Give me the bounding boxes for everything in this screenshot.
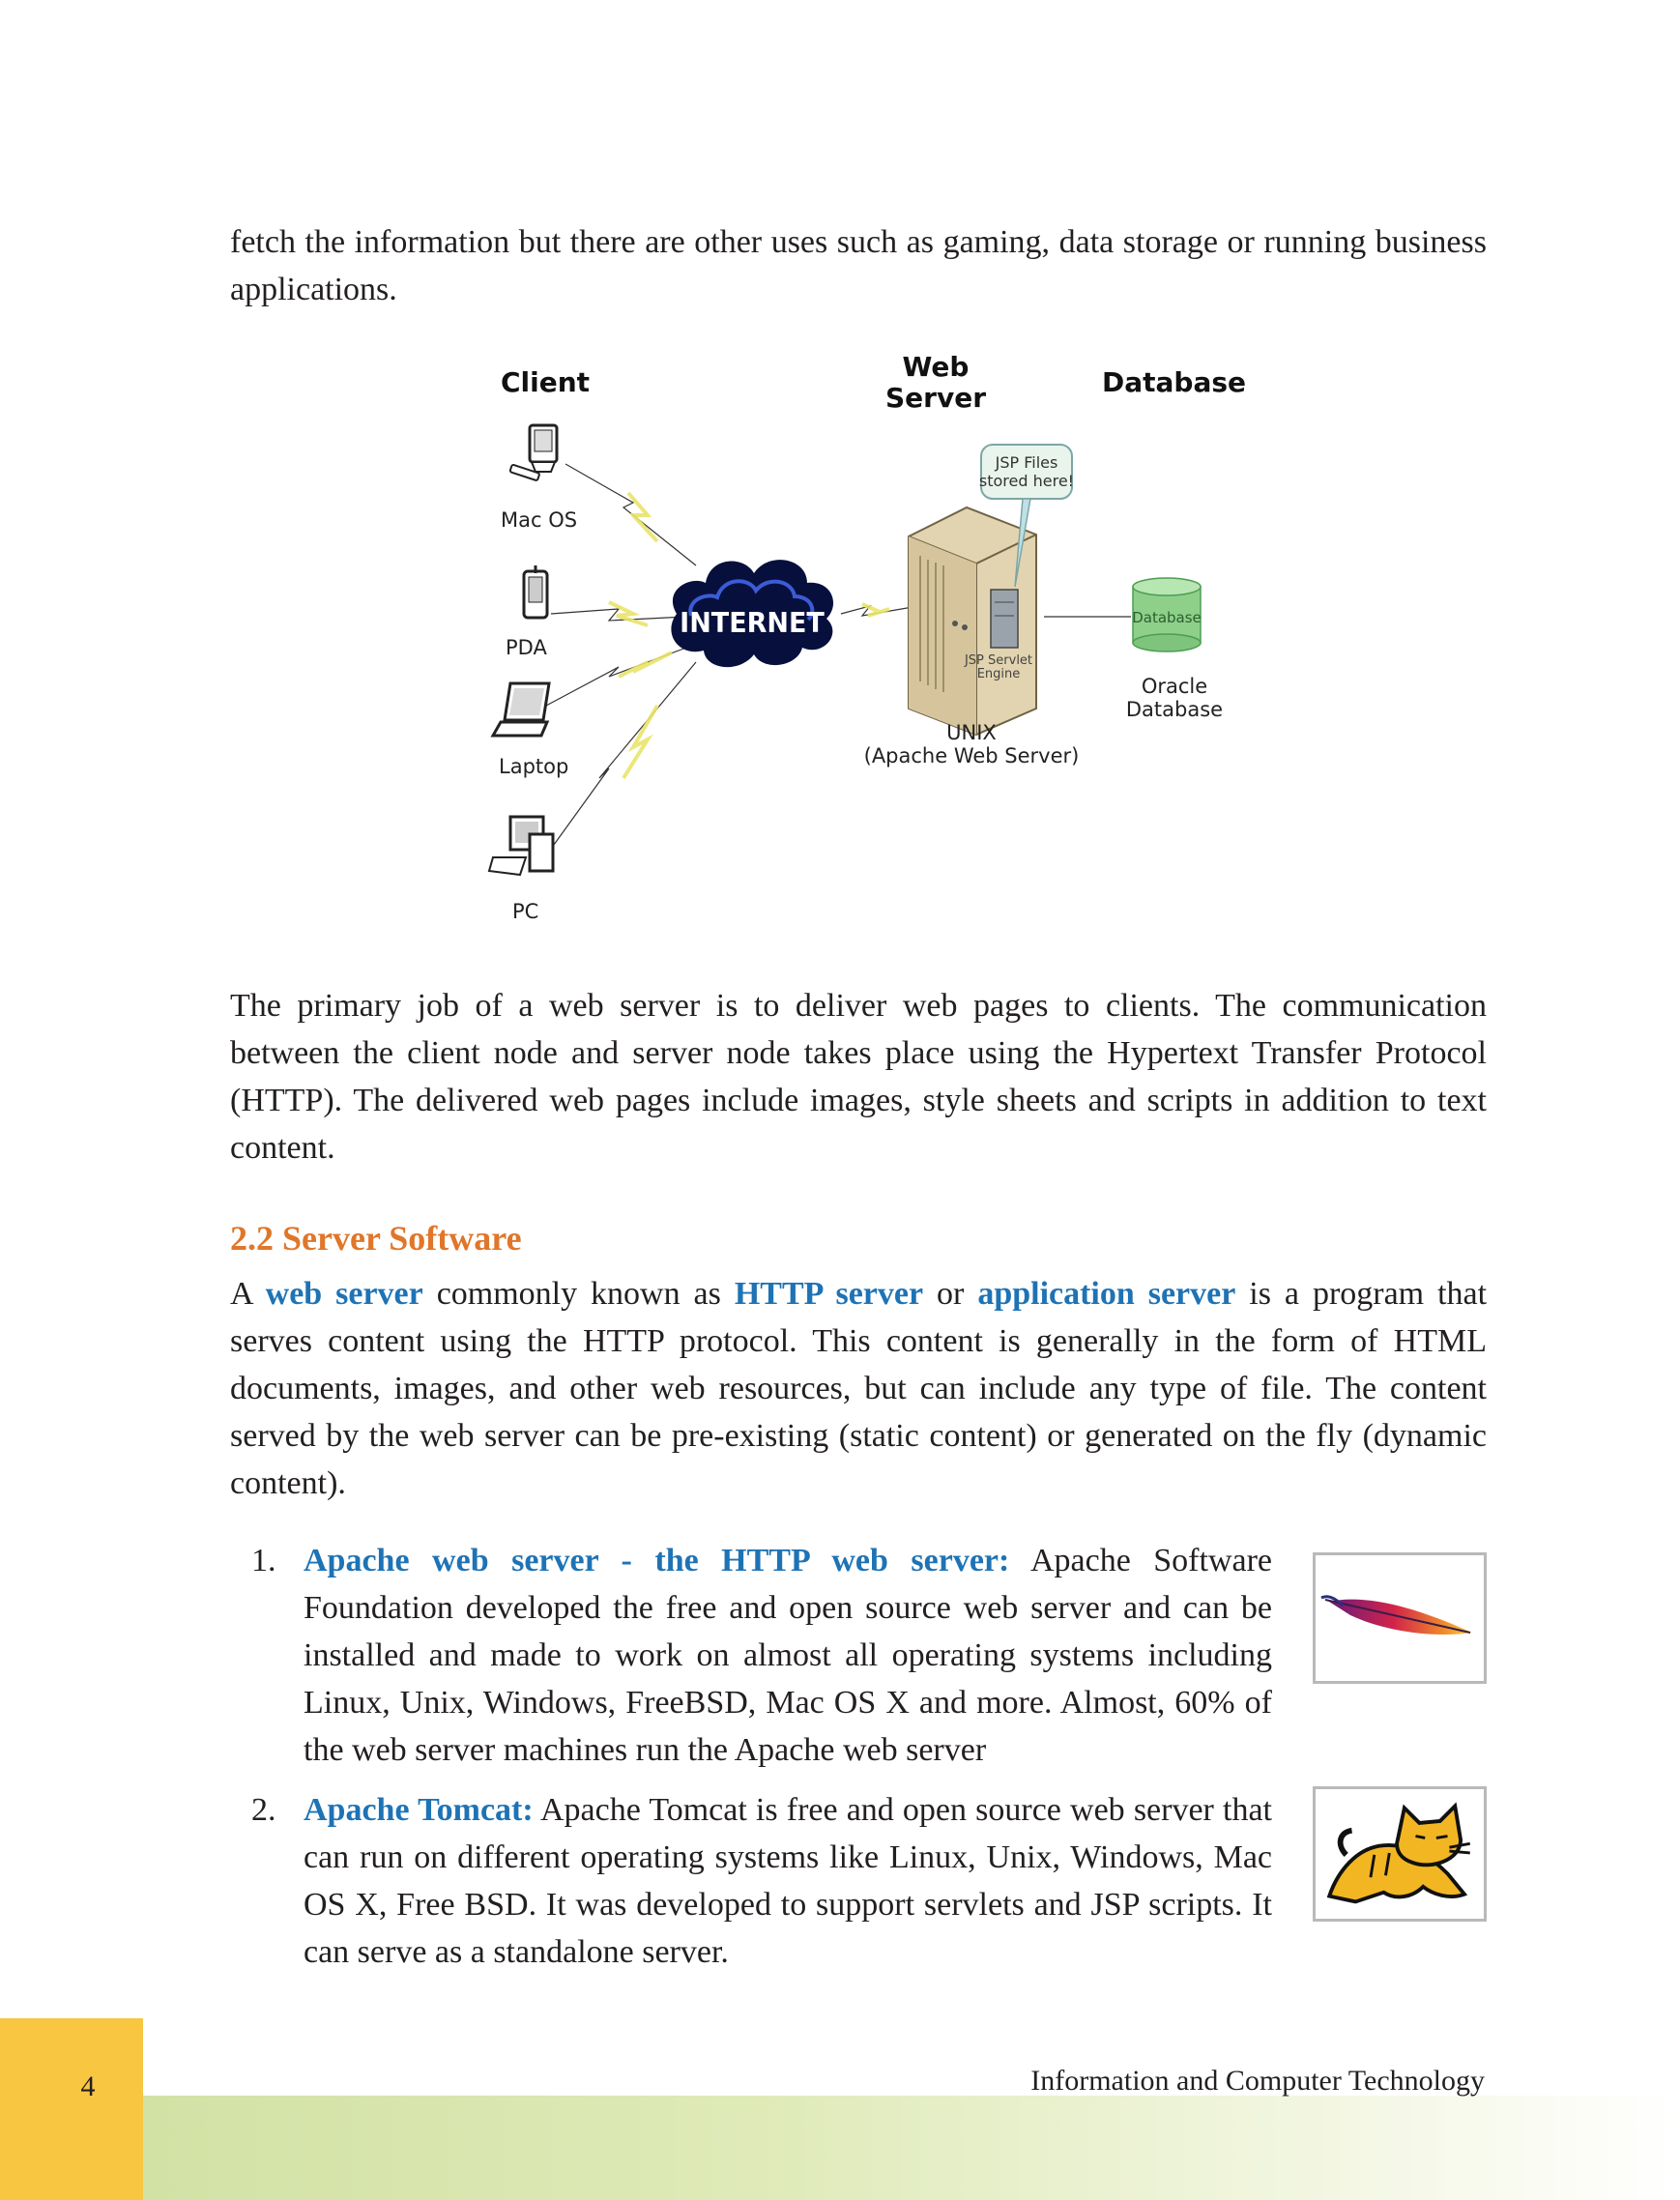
- page-number: 4: [80, 2070, 96, 2102]
- list-number: 2.: [251, 1792, 276, 1828]
- list-item-apache: [230, 1537, 1487, 1769]
- device-label-mac: Mac OS: [501, 508, 578, 532]
- para3-text-3: is a program that serves content using the HTTP protocol. This content is generally in the form of HTML documents, images, and other web resources, but can include any type of file. The content served by the web server can be pre-existing (static content) or generated on the fly (dynamic content).: [230, 1276, 1488, 1501]
- tomcat-logo: [1313, 1786, 1487, 1922]
- servlet-engine-label-2: Engine: [976, 667, 1021, 681]
- device-label-pda: PDA: [506, 636, 547, 659]
- servlet-engine-label-1: JSP Servlet: [964, 653, 1033, 668]
- section-heading: 2.2 Server Software: [230, 1219, 522, 1258]
- server-label-2: (Apache Web Server): [863, 744, 1080, 767]
- callout-text-2: stored here!: [978, 472, 1075, 490]
- intro-text: fetch the information but there are other uses such as gaming, data storage or running business applications.: [230, 224, 1487, 307]
- apache-logo: [1313, 1552, 1487, 1684]
- diagram-web-header-2: Server: [884, 382, 987, 414]
- pda-icon: [524, 565, 547, 618]
- footer-bar: [0, 2096, 1680, 2200]
- database-cylinder-label: Database: [1132, 609, 1202, 626]
- list-item-title: Apache web server - the HTTP web server:: [304, 1543, 1010, 1578]
- device-label-laptop: Laptop: [499, 755, 569, 778]
- laptop-icon: [493, 683, 549, 736]
- server-list: [230, 1537, 1487, 1987]
- tomcat-cat-icon: [1316, 1789, 1484, 1915]
- keyword-application-server: application server: [977, 1276, 1236, 1312]
- device-label-pc: PC: [512, 900, 539, 923]
- keyword-http-server: HTTP server: [734, 1276, 924, 1312]
- list-item-text: Apache Tomcat is free and open source web server that can run on different operating systems like Linux, Unix, Windows, Mac OS X, Free BSD. It was developed to support servlets and JSP scripts. It can serve as a standalone server.: [304, 1792, 1272, 1970]
- mac-os-monitor-icon: [509, 425, 557, 480]
- page-number-block: [0, 2018, 143, 2200]
- server-software-paragraph: [230, 1270, 1487, 1507]
- callout-text-1: JSP Files: [995, 453, 1058, 472]
- apache-feather-icon: [1316, 1555, 1484, 1681]
- oracle-label-1: Oracle: [1141, 675, 1208, 698]
- footer-book-title: Information and Computer Technology: [1030, 2065, 1485, 2097]
- list-item-title: Apache Tomcat:: [304, 1792, 534, 1828]
- pc-icon: [489, 817, 553, 875]
- list-item-text: Apache Software Foundation developed the free and open source web server and can be installed and made to work on almost all operating systems including Linux, Unix, Windows, FreeBSD, Mac OS X and more. Almost, 60% of the web server machines run the Apache web server: [304, 1543, 1273, 1768]
- para3-text-1: commonly known as: [436, 1276, 721, 1312]
- internet-label: INTERNET: [680, 606, 825, 640]
- client-server-diagram: [464, 343, 1257, 942]
- diagram-client-header: Client: [501, 366, 591, 398]
- list-item-tomcat: [230, 1786, 1487, 1970]
- web-server-tower-icon: [909, 507, 1036, 735]
- para3-text-2: or: [937, 1276, 965, 1312]
- http-paragraph-text: The primary job of a web server is to deliver web pages to clients. The communication between the client node and server node takes place using the Hypertext Transfer Protocol (HTTP). The delivered web pages include images, style sheets and scripts in addition to text content.: [230, 988, 1487, 1166]
- keyword-web-server: web server: [265, 1276, 423, 1312]
- http-paragraph: [230, 982, 1487, 1172]
- network-connections: [546, 464, 1131, 855]
- server-label-1: UNIX: [946, 721, 997, 744]
- oracle-label-2: Database: [1125, 698, 1224, 721]
- diagram-database-header: Database: [1102, 366, 1247, 398]
- para3-lead: A: [230, 1276, 252, 1312]
- diagram-web-header-1: Web: [902, 351, 970, 383]
- list-number: 1.: [251, 1543, 276, 1578]
- intro-paragraph: [230, 218, 1487, 313]
